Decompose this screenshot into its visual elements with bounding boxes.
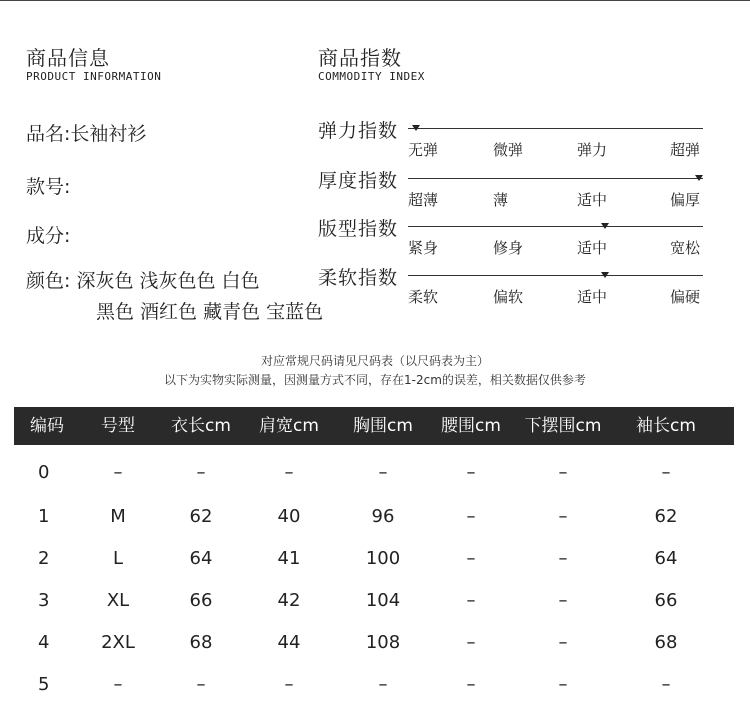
table-cell: 68	[654, 632, 678, 653]
table-cell: –	[113, 674, 123, 695]
table-header-cell: 袖长cm	[636, 416, 696, 436]
index-scale-line	[408, 226, 703, 227]
table-cell: 1	[38, 506, 50, 527]
table-header-cell: 编码	[30, 416, 64, 436]
size-table-header	[14, 407, 734, 445]
index-scale-line	[408, 128, 703, 129]
index-marker-icon	[695, 175, 703, 181]
index-scale-line	[408, 275, 703, 276]
top-border	[0, 0, 750, 1]
index-option: 微弹	[493, 141, 524, 159]
index-option: 偏厚	[670, 191, 701, 209]
table-cell: 66	[189, 590, 213, 611]
table-cell: –	[558, 590, 568, 611]
table-cell: 62	[654, 506, 678, 527]
product-info-subtitle: PRODUCT INFORMATION	[26, 70, 162, 83]
table-cell: 64	[189, 548, 213, 569]
table-header-cell: 下摆围cm	[524, 416, 602, 436]
index-label: 版型指数	[318, 218, 399, 240]
table-cell: –	[284, 674, 294, 695]
index-marker-icon	[412, 125, 420, 131]
index-option: 偏硬	[670, 288, 701, 306]
table-cell: 5	[38, 674, 50, 695]
table-cell: –	[466, 506, 476, 527]
table-cell: 66	[654, 590, 678, 611]
table-header-cell: 腰围cm	[441, 416, 501, 436]
table-header-cell: 号型	[101, 416, 135, 436]
index-option: 无弹	[408, 141, 439, 159]
table-cell: –	[558, 632, 568, 653]
table-cell: –	[466, 590, 476, 611]
index-label: 柔软指数	[318, 267, 399, 289]
table-cell: 62	[189, 506, 213, 527]
table-cell: 44	[277, 632, 301, 653]
index-scale-line	[408, 178, 703, 179]
note-line-1: 对应常规尺码请见尺码表（以尺码表为主）	[260, 354, 489, 368]
table-cell: –	[558, 462, 568, 483]
table-cell: 2	[38, 548, 50, 569]
table-cell: M	[110, 506, 126, 527]
table-cell: –	[466, 462, 476, 483]
index-option: 紧身	[408, 239, 439, 257]
index-option: 适中	[577, 239, 608, 257]
index-option: 修身	[493, 239, 524, 257]
table-header-cell: 衣长cm	[171, 416, 231, 436]
table-cell: 0	[38, 462, 50, 483]
colors-line-2: 黑色 酒红色 藏青色 宝蓝色	[96, 301, 324, 323]
index-label: 厚度指数	[318, 170, 399, 192]
table-cell: 104	[365, 590, 401, 611]
table-cell: 100	[365, 548, 401, 569]
table-cell: 4	[38, 632, 50, 653]
index-option: 超弹	[670, 141, 701, 159]
table-cell: 64	[654, 548, 678, 569]
product-name: 品名:长袖衬衫	[26, 123, 147, 145]
style-number: 款号:	[26, 176, 71, 198]
table-cell: –	[284, 462, 294, 483]
index-option: 弹力	[577, 141, 608, 159]
index-marker-icon	[601, 272, 609, 278]
table-cell: 2XL	[101, 632, 135, 653]
index-option: 适中	[577, 191, 608, 209]
index-option: 适中	[577, 288, 608, 306]
table-cell: –	[378, 674, 388, 695]
table-cell: –	[558, 506, 568, 527]
table-header-cell: 胸围cm	[353, 416, 413, 436]
index-option: 柔软	[408, 288, 439, 306]
product-info-title: 商品信息	[26, 46, 110, 70]
table-cell: –	[466, 632, 476, 653]
table-cell: 41	[277, 548, 301, 569]
table-cell: –	[558, 548, 568, 569]
table-cell: 68	[189, 632, 213, 653]
table-cell: –	[466, 548, 476, 569]
index-option: 超薄	[408, 191, 439, 209]
table-cell: –	[196, 674, 206, 695]
table-cell: 42	[277, 590, 301, 611]
commodity-index-title: 商品指数	[318, 46, 402, 70]
table-cell: –	[558, 674, 568, 695]
table-header-cell: 肩宽cm	[259, 416, 319, 436]
table-cell: L	[112, 548, 124, 569]
table-cell: –	[196, 462, 206, 483]
table-cell: 3	[38, 590, 50, 611]
table-cell: 40	[277, 506, 301, 527]
material: 成分:	[26, 225, 71, 247]
table-cell: –	[378, 462, 388, 483]
index-option: 薄	[493, 191, 509, 209]
note-line-2: 以下为实物实际测量，因测量方式不同，存在1-2cm的误差，相关数据仅供参考	[164, 373, 586, 387]
index-option: 偏软	[493, 288, 524, 306]
index-marker-icon	[601, 223, 609, 229]
table-cell: 96	[371, 506, 395, 527]
commodity-index-subtitle: COMMODITY INDEX	[318, 70, 425, 83]
table-cell: 108	[365, 632, 401, 653]
index-label: 弹力指数	[318, 120, 399, 142]
table-cell: –	[661, 674, 671, 695]
table-cell: –	[466, 674, 476, 695]
index-option: 宽松	[670, 239, 701, 257]
colors-line-1: 颜色: 深灰色 浅灰色色 白色	[26, 270, 260, 292]
table-cell: –	[113, 462, 123, 483]
table-cell: XL	[106, 590, 130, 611]
table-cell: –	[661, 462, 671, 483]
